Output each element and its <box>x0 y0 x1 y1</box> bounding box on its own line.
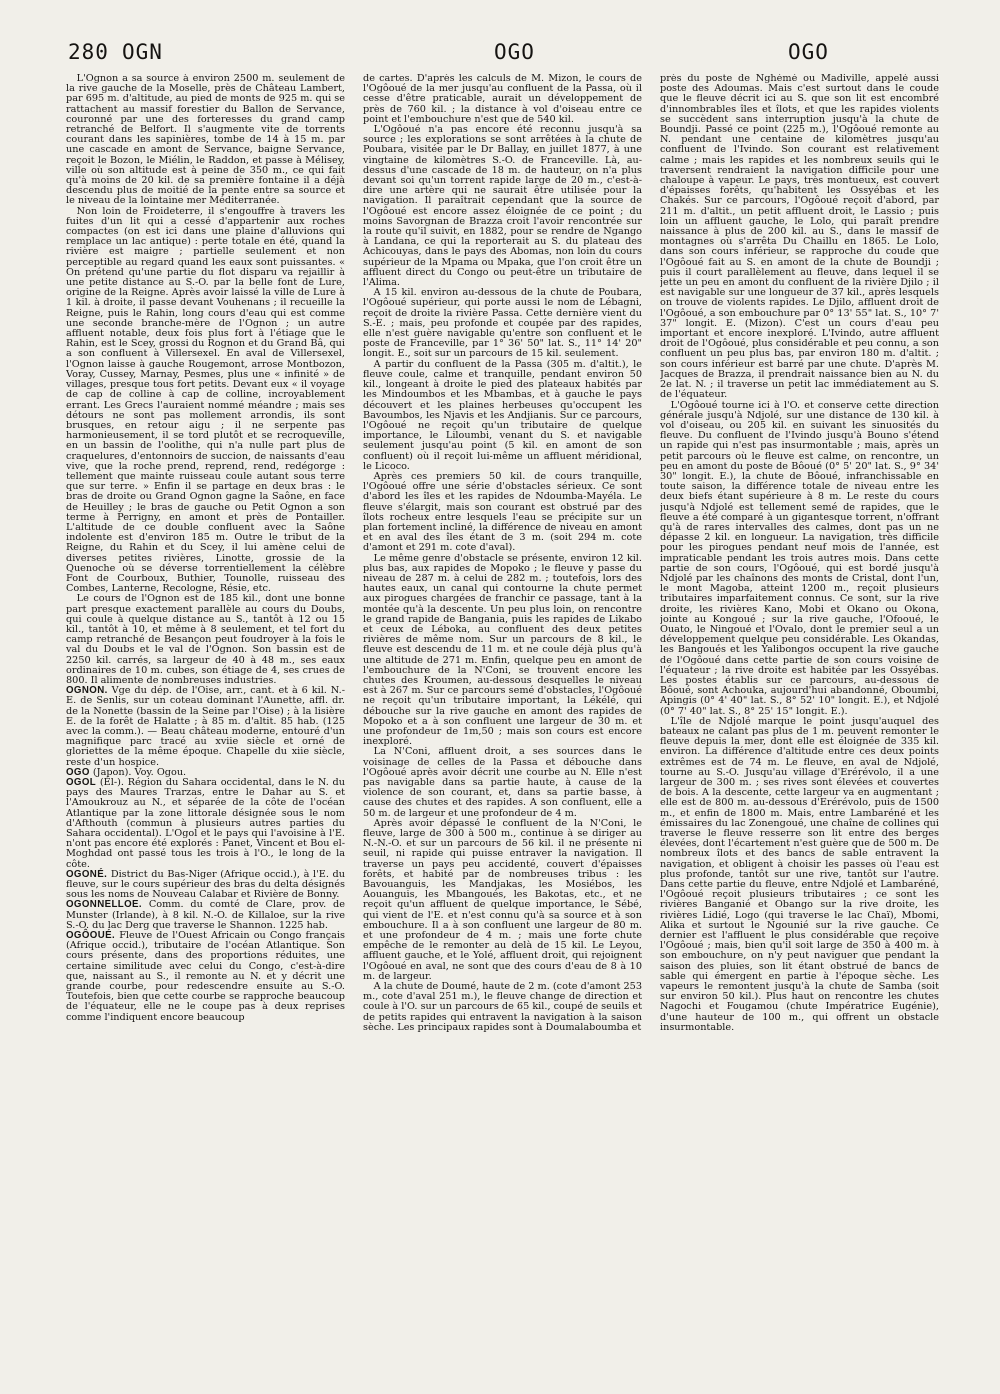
paragraph: L'Ogôoué n'a pas encore été reconnu jusqu'à sa source ; les explorations se sont arrêtées à la chute de Poubara, visitée par le Dr Ballay, en juillet 1877, à une vingtaine de kilomètres S.-O. de Franceville. Là, au-dessus d'une cascade de 18 m. de hauteur, on n'a plus devant soi qu'un torrent rapide large de 20 m., c'est-à-dire une artère qui ne saurait être utilisée pour la navigation. Il paraîtrait cependant que la source de l'Ogôoué est encore assez éloignée de ce point ; du moins Savorgnan de Brazza croit l'avoir rencontrée sur la route qu'il suivit, en 1882, pour se rendre de Ngango à Landana, ce qui la reporterait au S. du plateau des Achicouyas, dans le pays des Abomas, non loin du cours supérieur de la Mpama ou Mpaka, que l'on croit être un affluent direct du Congo ou peut-être un tributaire de l'Alima. <box>363 124 642 289</box>
paragraph: Après avoir dépassé le confluent de la N'Coni, le fleuve, large de 300 à 500 m., continue à se diriger au N.-N.-O. et sur un parcours de 56 kil. il ne présente ni seuil, ni rapide qui puisse entraver la navigation. Il traverse un pays peu accidenté, couvert d'épaisses forêts, et habité par de nombreuses tribus : les Bavouanguis, les Mandjakas, les Mosiébos, les Aouanguis, les Mbangoués, les Bakotas, etc., et ne reçoit qu'un affluent de quelque importance, le Sébé, qui vient de l'E. et n'est connu qu'à sa source et à son embouchure. Il a à son confluent une largeur de 80 m. et une profondeur de 4 m. ; mais une forte chute empêche de le remonter au delà de 15 kil. Le Leyou, affluent gauche, et le Yolé, affluent droit, qui rejoignent l'Ogôoué en aval, ne sont que des cours d'eau de 8 à 10 m. de largeur. <box>363 817 642 982</box>
dictionary-entry <box>66 686 345 768</box>
paragraph: A partir du confluent de la Passa (305 m. d'altit.), le fleuve coule, calme et tranquille, pendant environ 50 kil., longeant à droite le pied des plateaux habités par les Mindoumbos et les Mbambas, et à gauche le pays découvert et les plaines herbeuses qu'occupent les Bavoumbos, les Njavis et les Andjianis. Sur ce parcours, l'Ogôoué ne reçoit qu'un tributaire de quelque importance, le Liloumbi, venant du S. et navigable seulement jusqu'au point (5 kil. en amont de son confluent) où il reçoit lui-même un affluent méridional, le Licoco. <box>363 358 642 472</box>
page-number: 280 <box>68 40 109 64</box>
running-head-right: OGO <box>788 40 829 64</box>
paragraph: Non loin de Froideterre, il s'engouffre à travers les fuites d'un lit qui a cessé d'appartenir aux roches compactes (on est ici dans une plaine d'alluvions qui remplace un lac antique) : perte totale en été, quand la rivière est maigre ; partielle seulement et non perceptible au regard quand les eaux sont puissantes. « On prétend qu'une partie du flot disparu va rejaillir à une petite distance au S.-O. par la belle font de Lure, origine de la Reigne. Après avoir laissé la ville de Lure à 1 kil. à droite, il passe devant Vouhenans ; il recueille la Reigne, puis le Rahin, long cours d'eau qui est comme une seconde branche-mère de l'Ognon ; un autre affluent notable, deux fois plus fort à l'étiage que le Rahin, est le Scey, grossi du Rognon et du Grand Bâ, qui a son confluent à Villersexel. En aval de Villersexel, l'Ognon laisse à gauche Rougemont, arrose Montbozon, Voray, Cussey, Marnay, Pesmes, plus une « infinité » de villages, presque tous fort petits. Devant eux « il voyage de cap de colline à cap de colline, incroyablement errant. Les Grecs l'auraient nommé méandre ; mais ses détours ne sont pas mollement arrondis, ils sont brusques, en retour aigu ; il ne serpente pas harmonieusement, il se tord plutôt et se recroqueville, en un bassin de l'oolithe, qui n'a nulle part plus de craquelures, d'entonnoirs de succion, de naissants d'eau vive, que la roche prend, reprend, rend, redégorge : tellement que mainte ruisseau coule autant sous terre que sur terre. » Enfin il se partage en deux bras : le bras de droite ou Grand Ognon gagne la Saône, en face de Heuilley ; le bras de gauche ou Petit Ognon a son terme à Perrigny, en amont et près de Pontailler. L'altitude de ce double confluent avec la Saône indolente est d'environ 185 m. Outre le tribut de la Reigne, du Rahin et du Scey, il lui amène celui de diverses petites rivières, Linotte, grossie de la Quenoche où se déverse torrentiellement la célèbre Font de Courboux, Buthier, Tounolle, ruisseau des Combes, Lanterne, Recologne, Résie, etc. <box>66 205 345 595</box>
entry-headword: OGOL <box>66 777 97 789</box>
entry-text: Comm. du comté de Clare, prov. de Munster (Irlande), à 8 kil. N.-O. de Killaloe, sur la rive S.-O. du lac Derg que traverse le Shannon. 1225 hab. <box>66 899 345 931</box>
running-head-left: OGN <box>122 40 163 64</box>
paragraph: A 15 kil. environ au-dessous de la chute de Poubara, l'Ogôoué supérieur, qui porte aussi le nom de Lébagni, reçoit de droite la rivière Passa. Cette dernière vient du S.-E. ; mais, peu profonde et coupée par des rapides, elle n'est guère navigable qu'entre son confluent et le poste de Franceville, par 1° 36' 50" lat. S., 11° 14' 20" longit. E., soit sur un parcours de 15 kil. seulement. <box>363 287 642 360</box>
dictionary-entry <box>66 778 345 870</box>
paragraph: L'Ognon a sa source à environ 2500 m. seulement de la rive gauche de la Moselle, près de Château Lambert, par 695 m. d'altitude, au pied de monts de 925 m. qui se rattachent au massif forestier du Ballon de Servance, couronné par une des forteresses du grand camp retranché de Belfort. Il s'augmente vite de torrents courant dans les sapinières, tombe de 14 à 15 m. par une cascade en amont de Servance, baigne Servance, reçoit le Bozon, le Miélin, le Raddon, et passe à Mélisey, ville où son altitude est à peine de 350 m., ce qui fait qu'à moins de 20 kil. de sa première fontaine il a déjà descendu plus de moitié de la pente entre sa source et le niveau de la lointaine mer Méditerranée. <box>66 74 345 207</box>
entry-text: Vge du dép. de l'Oise, arr., cant. et à 6 kil. N.-E. de Senlis, sur un coteau dominant l'Aunette, affl. dr. de la Nonette (bassin de la Seine par l'Oise) ; à la lisière E. de la forêt de Halatte ; à 85 m. d'altit. 85 hab. (125 avec la comm.). — Beau château moderne, entouré d'un magnifique parc tracé au xviie siècle et orné de gloriettes de la même époque. Chapelle du xiie siècle, reste d'un hospice. <box>66 685 345 768</box>
entry-text: (Japon). Voy. Ogou. <box>92 766 187 778</box>
entry-headword: OGNON. <box>66 685 108 697</box>
paragraph: Le cours de l'Ognon est de 185 kil., dont une bonne part presque exactement parallèle au cours du Doubs, qui coule à quelque distance au S., tantôt à 12 ou 15 kil., tantôt à 10, et même à 8 seulement, et tel fort du camp retranché de Besançon peut foudroyer à la fois le val du Doubs et le val de l'Ognon. Son bassin est de 2250 kil. carrés, sa largeur de 40 à 48 m., ses eaux ordinaires de 10 m. cubes, son étiage de 4, ses crues de 800. Il alimente de nombreuses industries. <box>66 593 345 686</box>
entry-headword: OGONÉ. <box>66 868 108 880</box>
paragraph: de cartes. D'après les calculs de M. Mizon, le cours de l'Ogôoué de la mer jusqu'au confluent de la Passa, où il cesse d'être praticable, aurait un développement de près de 760 kil. ; la distance à vol d'oiseau entre ce point et l'embouchure n'est que de 540 kil. <box>363 74 642 125</box>
entry-headword: OGO <box>66 766 90 778</box>
entry-headword: OGONNELLOE. <box>66 899 142 911</box>
entry-text: Fleuve de l'Ouest Africain ou Congo français (Afrique occid.), tributaire de l'océan Atlantique. Son cours présente, dans des proportions réduites, une certaine similitude avec celui du Congo, c'est-à-dire que, naissant au S., il remonte au N. et y décrit une grande courbe, pour redescendre ensuite au S.-O. Toutefois, bien que cette courbe se rapproche beaucoup de l'équateur, elle ne le coupe pas à deux reprises comme l'indiquent encore beaucoup <box>66 930 345 1023</box>
dictionary-entry <box>66 870 345 901</box>
paragraph: A la chute de Doumé, haute de 2 m. (cote d'amont 253 m., cote d'aval 251 m.), le fleuve change de direction et coule à l'O. sur un parcours de 65 kil., coupé de seuils et de petits rapides qui entravent la navigation à la saison sèche. Les principaux rapides sont à Doumalaboumba et <box>363 981 642 1033</box>
paragraph: La N'Coni, affluent droit, a ses sources dans le voisinage de celles de la Passa et débouche dans l'Ogôoué après avoir décrit une courbe au N. Elle n'est pas navigable dans sa partie haute, à cause de la violence de son courant, et, dans sa partie basse, à cause des chutes et des rapides. A son confluent, elle a 50 m. de largeur et une profondeur de 4 m. <box>363 746 642 819</box>
paragraph: L'île de Ndjolé marque le point jusqu'auquel des bateaux ne calant pas plus de 1 m. peuvent remonter le fleuve depuis la mer, dont elle est éloignée de 335 kil. environ. La différence d'altitude entre ces deux points extrêmes est de 74 m. Le fleuve, en aval de Ndjolé, tourne au S.-O. Jusqu'au village d'Erérévolo, il a une largeur de 300 m. ; ses rives sont élevées et couvertes de bois. A la descente, cette largeur va en augmentant ; elle est de 800 m. au-dessous d'Erérévolo, puis de 1500 m., et enfin de 1800 m. Mais, entre Lambaréné et les émissaires du lac Zonengoué, une chaîne de collines qui traverse le fleuve resserre son lit entre des berges élevées, dont l'écartement n'est guère que de 500 m. De nombreux îlots et des bancs de sable entravent la navigation, et obligent à choisir les passes où l'eau est plus profonde, tantôt sur une rive, tantôt sur l'autre. Dans cette partie du fleuve, entre Ndjolé et Lambaréné, l'Ogôoué reçoit plusieurs tributaires ; ce sont les rivières Banganié et Obango sur la rive droite, les rivières Lidié, Logo (qui traverse le lac Chaï), Mbomi, Alika et surtout le Ngounié sur la rive gauche. Ce dernier est l'affluent le plus considérable que reçoive l'Ogôoué ; mais, bien qu'il soit large de 350 à 400 m. à son embouchure, on n'y peut naviguer que pendant la saison des pluies, son lit étant obstrué de bancs de sable qui émergent en partie à l'époque sèche. Les vapeurs le remontent jusqu'à la chute de Samba (soit sur environ 50 kil.). Plus haut on rencontre les chutes Nagochi et Fougamou (chute Impératrice Eugénie), d'une hauteur de 100 m., qui offrent un obstacle insurmontable. <box>660 715 939 1033</box>
running-head-center: OGO <box>494 40 535 64</box>
entry-text: District du Bas-Niger (Afrique occid.), à l'E. du fleuve, sur le cours supérieur des bras du delta désignés sous les noms de Nouveau Calabar et Rivière de Bonny. <box>66 868 345 901</box>
entry-text: (Él-). Région du Sahara occidental, dans le N. du pays des Maures Trarzas, entre le Dahar au S. et l'Amoukrouz au N., et séparée de la côte de l'océan Atlantique par la zone littorale désignée sous le nom d'Afthouth (commun à plusieurs autres parties du Sahara occidental). L'Ogol et le pays qui l'avoisine à l'E. n'ont pas encore été explorés : Panet, Vincent et Bou el-Moghdad ont passé tous les trois à l'O., le long de la côte. <box>66 777 345 870</box>
text-column-1 <box>66 74 345 1386</box>
paragraph: Le même genre d'obstacle se présente, environ 12 kil. plus bas, aux rapides de Mopoko ; le fleuve y passe du niveau de 287 m. à celui de 282 m. ; toutefois, lors des hautes eaux, un canal qui contourne la chute permet aux pirogues chargées de franchir ce passage, tant à la montée qu'à la descente. Un peu plus loin, on rencontre le grand rapide de Bangania, puis les rapides de Likabo et ceux de Léboka, au confluent des deux petites rivières de même nom. Sur un parcours de 8 kil., le fleuve est descendu de 11 m. et ne coule déjà plus qu'à une altitude de 271 m. Enfin, quelque peu en amont de l'embouchure de la N'Coni, se trouvent encore les chutes des Kroumen, au-dessous desquelles le niveau est à 267 m. Sur ce parcours semé d'obstacles, l'Ogôoué ne reçoit qu'un tributaire important, la Lékélé, qui débouche sur la rive gauche en amont des rapides de Mopoko et a à son confluent une largeur de 30 m. et une profondeur de 1m,50 ; mais son cours est encore inexploré. <box>363 552 642 748</box>
text-column-2 <box>363 74 642 1386</box>
dictionary-entry <box>66 900 345 931</box>
dictionary-entry <box>66 931 345 1023</box>
paragraph: L'Ogôoué tourne ici à l'O. et conserve cette direction générale jusqu'à Ndjolé, sur une distance de 130 kil. à vol d'oiseau, ou 205 kil. en suivant les sinuosités du fleuve. Du confluent de l'Ivindo jusqu'à Bouno s'étend un rapide qui n'est pas insurmontable ; mais, après un petit parcours où le fleuve est calme, on rencontre, un peu en amont du poste de Bôoué (0° 5' 20" lat. S., 9° 34' 30" longit. E.), la chute de Bôoué, infranchissable en toute saison, la différence totale de niveau entre les deux biefs étant supérieure à 8 m. Le reste du cours jusqu'à Ndjolé est tellement semé de rapides, que le fleuve a été comparé à un gigantesque torrent, n'offrant qu'à de rares intervalles des calmes, dont pas un ne dépasse 2 kil. en longueur. La navigation, très difficile pour les pirogues pendant neuf mois de l'année, est impraticable pendant les trois autres mois. Dans cette partie de son cours, l'Ogôoué, qui est bordé jusqu'à Ndjolé par les chaînons des monts de Cristal, dont l'un, le mont Magoba, atteint 1200 m., reçoit plusieurs tributaires imparfaitement connus. Ce sont, sur la rive droite, les rivières Kano, Mobi et Okano ou Okona, jointe au Kongoué ; sur la rive gauche, l'Ofooué, le Ouato, le Ningoué et l'Ovalo, dont le premier seul a un développement quelque peu considérable. Les Okandas, les Bangoués et les Yalibongos occupent la rive gauche de l'Ogôoué dans cette partie de son cours voisine de l'équateur ; la rive droite est habitée par les Ossyébas. Les postes établis sur ce parcours, au-dessous de Bôoué, sont Achouka, aujourd'hui abandonné, Oboumbi, Apingis (0° 4' 40" lat. S., 8° 52' 10" longit. E.), et Ndjolé (0° 7' 40" lat. S., 8° 25' 15" longit. E.). <box>660 399 939 717</box>
entry-headword: OGÔOUÉ. <box>66 930 116 942</box>
text-column-3 <box>660 74 939 1386</box>
paragraph: Après ces premiers 50 kil. de cours tranquille, l'Ogôoué offre une série d'obstacles sérieux. Ce sont d'abord les îles et les rapides de Ndoumba-Mayéla. Le fleuve s'élargit, mais son courant est obstrué par des îlots rocheux entre lesquels l'eau se précipite sur un plan fortement incliné, la différence de niveau en amont et en aval des îles étant de 3 m. (soit 294 m. cote d'amont et 291 m. cote d'aval). <box>363 470 642 554</box>
paragraph: près du poste de Nghémé ou Madiville, appelé aussi poste des Adoumas. Mais c'est surtout dans le coude que le fleuve décrit ici au S. que son lit est encombré d'innombrables îles et îlots, et que les rapides violents se succèdent sans interruption jusqu'à la chute de Boundji. Passé ce point (225 m.), l'Ogôoué remonte au N. pendant une centaine de kilomètres jusqu'au confluent de l'Ivindo. Son courant est relativement calme ; mais les rapides et les nombreux seuils qui le traversent rendraient la navigation difficile pour une chaloupe à vapeur. Le pays, très montueux, est couvert d'épaisses forêts, qu'habitent les Ossyébas et les Chakés. Sur ce parcours, l'Ogôoué reçoit d'abord, par 211 m. d'altit., un petit affluent droit, le Lassio ; puis loin un affluent gauche, le Lolo, qui paraît prendre naissance à plus de 200 kil. au S., dans le massif de montagnes où s'arrêta Du Chaillu en 1865. Le Lolo, dans son cours inférieur, se rapproche du coude que l'Ogôoué fait au S. en amont de la chute de Boundji ; puis il court parallèlement au fleuve, dans lequel il se jette un peu en amont du confluent de la rivière Djilo ; il est navigable sur une longueur de 37 kil., après lesquels on trouve de violents rapides. Le Djilo, affluent droit de l'Ogôoué, a son embouchure par 0° 13' 55" lat. S., 10° 7' 37" longit. E. (Mizon). C'est un cours d'eau peu important et encore inexploré. L'Ivindo, autre affluent droit de l'Ogôoué, plus considérable et peu connu, a son confluent un peu plus bas, par environ 180 m. d'altit. ; son cours inférieur est barré par une chute. D'après M. Jacques de Brazza, il prendrait naissance bien au N. du 2e lat. N. ; il traverse un petit lac immédiatement au S. de l'équateur. <box>660 74 939 401</box>
